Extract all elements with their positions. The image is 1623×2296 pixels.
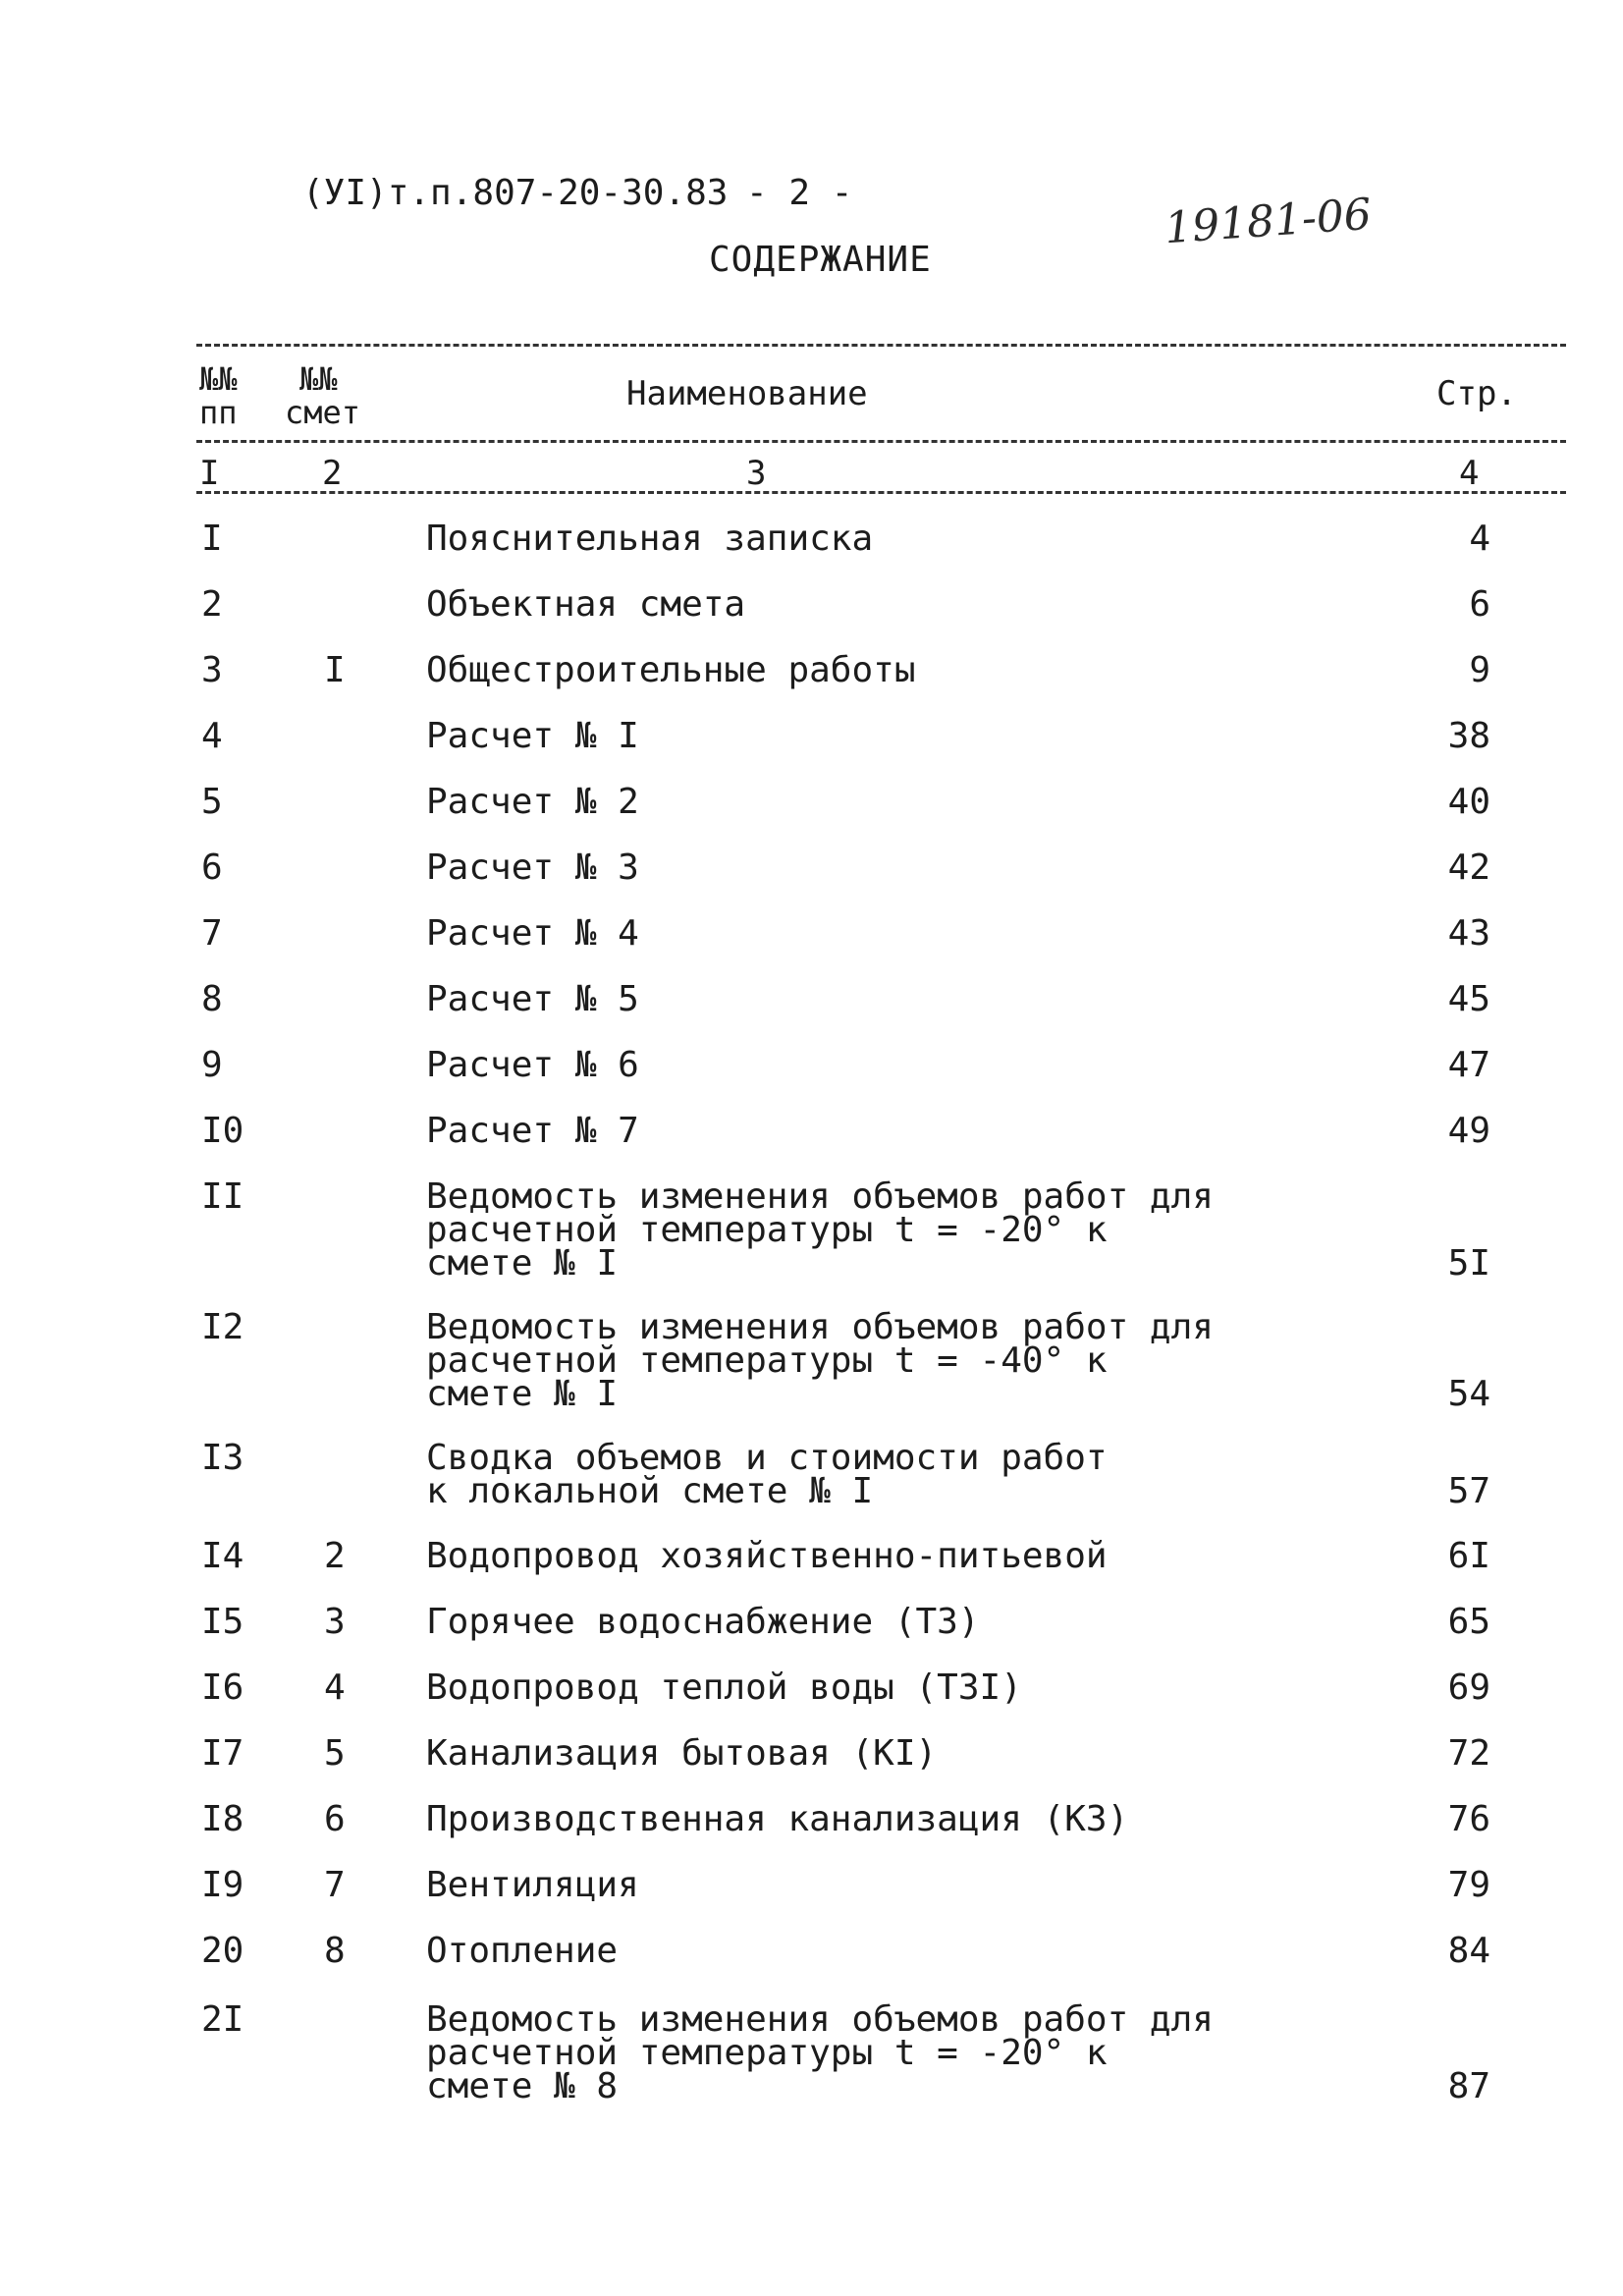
row-page: 47 — [1447, 1045, 1490, 1085]
row-page: 79 — [1447, 1865, 1490, 1905]
row-page: 57 — [1447, 1471, 1490, 1511]
handwritten-number: 19181-06 — [1163, 189, 1374, 254]
column-number-1: I — [199, 454, 220, 493]
row-name: Объектная смета — [426, 584, 746, 625]
row-name: Общестроительные работы — [426, 650, 916, 690]
row-page: 54 — [1447, 1374, 1490, 1414]
row-number: 3 — [201, 650, 223, 690]
row-estimate: 6 — [324, 1799, 346, 1839]
row-page: 42 — [1447, 847, 1490, 888]
row-page: 84 — [1447, 1931, 1490, 1971]
row-name: Водопровод теплой воды (Т3I) — [426, 1667, 1022, 1708]
row-number: I6 — [201, 1667, 244, 1708]
row-number: I8 — [201, 1799, 244, 1839]
row-name: Водопровод хозяйственно-питьевой — [426, 1536, 1108, 1576]
row-page: 9 — [1469, 650, 1490, 690]
row-number: 8 — [201, 979, 223, 1019]
row-name: Ведомость изменения объемов работ для расчетной температуры t = -20° к смете № 8 — [426, 1999, 1214, 2106]
header-col1-bottom: пп — [199, 394, 238, 431]
row-name: Вентиляция — [426, 1865, 639, 1905]
row-name: Ведомость изменения объемов работ для расчетной температуры t = -40° к смете № I — [426, 1307, 1214, 1414]
row-number: 5 — [201, 782, 223, 822]
row-number: I5 — [201, 1602, 244, 1642]
row-number: I — [201, 519, 223, 559]
row-number: I0 — [201, 1111, 244, 1151]
row-estimate: 5 — [324, 1733, 346, 1774]
row-number: II — [201, 1176, 244, 1217]
row-name: Расчет № 6 — [426, 1045, 639, 1085]
row-page: 43 — [1447, 913, 1490, 954]
row-number: I9 — [201, 1865, 244, 1905]
row-name: Расчет № I — [426, 716, 639, 756]
row-name: Расчет № 2 — [426, 782, 639, 822]
row-name: Производственная канализация (К3) — [426, 1799, 1129, 1839]
row-page: 6I — [1447, 1536, 1490, 1576]
row-name: Расчет № 7 — [426, 1111, 639, 1151]
row-number: I2 — [201, 1307, 244, 1347]
row-name: Отопление — [426, 1931, 619, 1971]
row-page: 76 — [1447, 1799, 1490, 1839]
row-name: Канализация бытовая (КI) — [426, 1733, 938, 1774]
row-page: 69 — [1447, 1667, 1490, 1708]
row-estimate: 2 — [324, 1536, 346, 1576]
row-estimate: 3 — [324, 1602, 346, 1642]
row-page: 6 — [1469, 584, 1490, 625]
row-name: Расчет № 5 — [426, 979, 639, 1019]
row-number: 7 — [201, 913, 223, 954]
header-col1-top: №№ — [199, 360, 238, 398]
row-page: 49 — [1447, 1111, 1490, 1151]
document-code: (УI)т.п.807-20-30.83 — [302, 173, 729, 213]
row-number: 20 — [201, 1931, 244, 1971]
row-estimate: 4 — [324, 1667, 346, 1708]
header-col2-top: №№ — [299, 360, 338, 398]
row-name: Горячее водоснабжение (Т3) — [426, 1602, 980, 1642]
header-col4: Стр. — [1436, 374, 1517, 413]
row-page: 45 — [1447, 979, 1490, 1019]
row-number: 4 — [201, 716, 223, 756]
row-name: Ведомость изменения объемов работ для расчетной температуры t = -20° к смете № I — [426, 1176, 1214, 1284]
row-estimate: 7 — [324, 1865, 346, 1905]
header-rule — [196, 440, 1566, 443]
row-name: Расчет № 3 — [426, 847, 639, 888]
row-number: I7 — [201, 1733, 244, 1774]
row-page: 72 — [1447, 1733, 1490, 1774]
row-estimate: 8 — [324, 1931, 346, 1971]
row-number: 6 — [201, 847, 223, 888]
row-number: I4 — [201, 1536, 244, 1576]
row-page: 40 — [1447, 782, 1490, 822]
column-number-rule — [196, 491, 1566, 494]
row-number: 2I — [201, 1999, 244, 2040]
column-number-4: 4 — [1459, 454, 1480, 493]
column-number-3: 3 — [746, 454, 767, 493]
page-title: СОДЕРЖАНИЕ — [709, 240, 932, 280]
row-number: 2 — [201, 584, 223, 625]
row-name: Сводка объемов и стоимости работ к локальной смете № I — [426, 1438, 1108, 1511]
row-page: 65 — [1447, 1602, 1490, 1642]
header-col3: Наименование — [626, 374, 868, 413]
table-top-rule — [196, 344, 1566, 347]
page-number: - 2 - — [746, 173, 853, 213]
row-number: 9 — [201, 1045, 223, 1085]
row-page: 4 — [1469, 519, 1490, 559]
row-estimate: I — [324, 650, 346, 690]
row-page: 38 — [1447, 716, 1490, 756]
column-number-2: 2 — [322, 454, 343, 493]
header-col2-bottom: смет — [285, 394, 361, 431]
row-number: I3 — [201, 1438, 244, 1478]
row-page: 87 — [1447, 2066, 1490, 2106]
row-name: Расчет № 4 — [426, 913, 639, 954]
row-name: Пояснительная записка — [426, 519, 874, 559]
row-page: 5I — [1447, 1243, 1490, 1284]
